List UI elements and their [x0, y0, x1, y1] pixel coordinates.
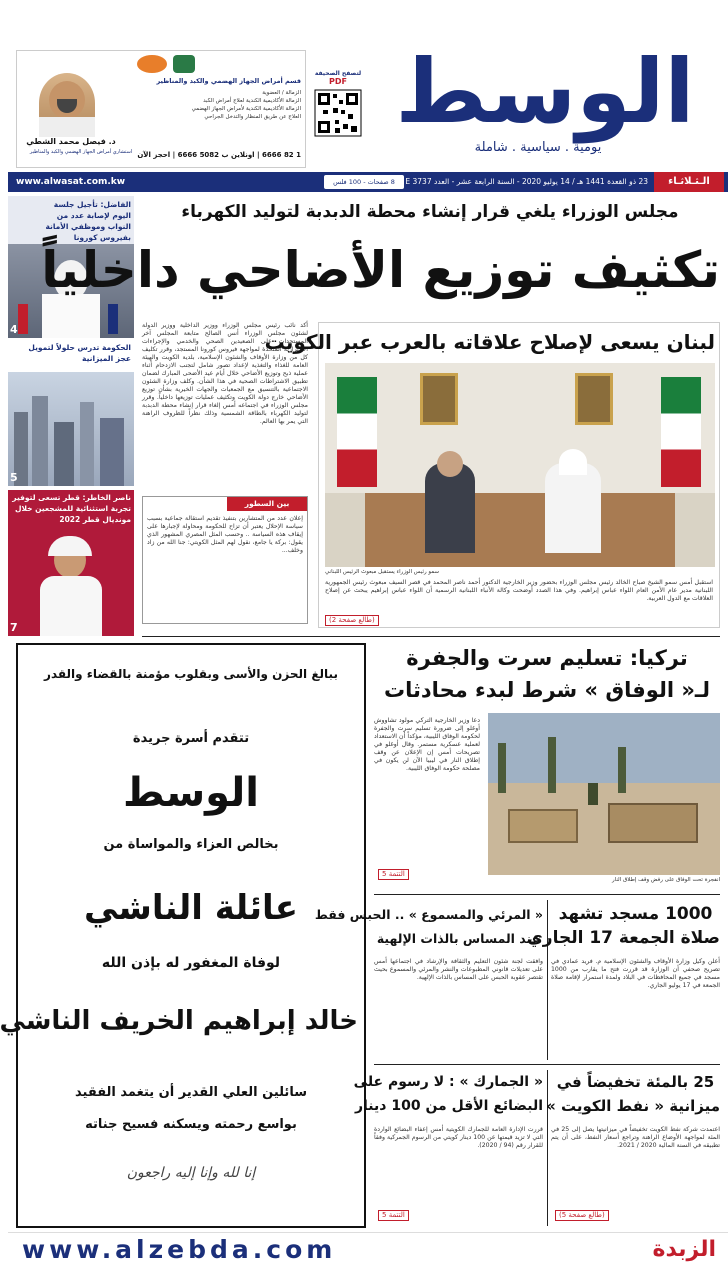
turkey-caption: انفجرة تحت الوفاق على رفض وقف إطلاق النار — [612, 877, 720, 883]
obituary-prayer-1: سائلين العلي القدير أن يتغمد الفقيد — [75, 1085, 307, 1100]
obituary-condolence: بخالص العزاء والمواساة من — [103, 837, 279, 852]
doctor-title: استشاري أمراض الجهاز الهضمي والكبد والمناظير — [29, 149, 133, 155]
customs-body: قررت الإدارة العامة للجمارك الكويتية أمس إعفاء البضائع الواردة التي لا تزيد قيمتها عن 100 دينار كويتي من الرسوم الجمركية وفقاً للقرار رقم (94 / 2020). — [374, 1126, 543, 1149]
mosques-story[interactable] — [527, 902, 720, 1058]
date-bar — [8, 172, 728, 192]
date-line: 23 ذو القعدة 1441 هـ / 14 يوليو 2020 - السنة الرابعة عشر - العدد 3737 E — [405, 177, 648, 186]
budget-headline-2: ميزانية « نفط الكويت » — [546, 1097, 720, 1115]
turkey-body: دعا وزير الخارجية التركي مولود تشاووش أوغلو إلى ضرورة تسليم سرت والجفرة لحكومة الوفاق الليبية، مؤكداً أن الاستعداد لعملية عسكرية مستمر. وقال أوغلو في تصريحات أمس إن الإعلان عن وقف إطلاق النار في ليبيا الآن لن يكون في مصلحة حكومة الوفاق الليبية. — [374, 717, 480, 772]
clinic-ad-title: قسم أمراض الجهاز الهضمي والكبد والمناظير — [156, 77, 301, 85]
obituary-name: خالد إبراهيم الخريف الناشي — [0, 1006, 358, 1036]
budget-story[interactable] — [546, 1070, 720, 1226]
obituary-verse: إنا لله وإنا إليه راجعون — [126, 1165, 256, 1181]
day-label: الـثـلاثـاء — [654, 172, 724, 192]
lead-body: أكد نائب رئيس مجلس الوزراء ووزير الداخلية ووزير الدولة لشئون مجلس الوزراء أنس الصالح متابعة المجلس آخر المستجدات على الصعيدين الصحي والخدمي والإجراءات الاحترازية المتخذة لمواجهة فيروس كورونا المستجد، وقرر تكليف كل من وزارة الأوقاف والشئون الإسلامية، بلدية الكويت والهيئة العامة للغذاء والتغذية لإعداد تصور شامل لتجنب الازدحام أثناء عملية ذبح وتوزيع الأضاحي خلال أيام عيد الأضحى المبارك لضمان تطبيق الاشتراطات الصحية في هذا الشأن. وكلف وزارة الشئون الاجتماعية بالتنسيق مع الجمعيات والجهات الخيرية بشأن توزيع الأضاحي خارج دولة الكويت وتكثيف عمليات توزيعها داخلياً. وقرر مجلس الوزراء في اجتماعه أمس إلغاء قرار إنشاء محطة الدبدبة لتوليد الكهرباء بالطاقة الشمسية وذلك نظراً للظروف الراهنة التي يمر بها العالم. — [142, 322, 308, 425]
lebanon-body: استقبل أمس سمو الشيخ صباح الخالد رئيس مجلس الوزراء بحضور وزير الخارجية الدكتور أحمد ناصر المحمد في قصر السيف مبعوث رئيس الجمهورية اللبنانية مدير عام الأمن العام اللواء عباس إبراهيم. وفي هذا الصدد أوضحت وكالة الأنباء اللبنانية الرسمية أن اللواء عباس إبراهيم يبحث عن إصلاح العلاقات مع الدول العربية. — [325, 579, 713, 602]
budget-more-link[interactable]: (طالع صفحة 5) — [555, 1210, 609, 1221]
price-label: 8 صفحات - 100 فلس — [324, 175, 404, 189]
footer-bar — [8, 1232, 728, 1265]
mosques-body: أعلن وكيل وزارة الأوقاف والشئون الإسلامية م. فريد عمادي في تصريح صحفي أن الوزارة قد قررت فتح ما يقارب من 1000 مسجد في جميع المحافظات في البلاد ولمدة استمرار لإقامة صلاة الجمعة في 17 يوليو الجاري. — [551, 958, 720, 989]
clinic-logo-icon-2 — [173, 55, 195, 73]
lebanon-photo — [325, 363, 715, 567]
turkey-photo — [488, 713, 720, 875]
teaser-title: الحكومة تدرس حلولاً لتمويل عجز الميزانية — [28, 343, 131, 363]
teaser-photo — [38, 536, 104, 636]
mosques-headline-2: صلاة الجمعة 17 الجاري — [527, 928, 720, 948]
clinic-phones[interactable]: 1 82 6666 | اونلاين ب 5082 6666 | احجز الآن — [137, 151, 301, 159]
clinic-service: الزمالة الأكاديمية الكندية لأمراض الجهاز الهضمي — [191, 106, 301, 112]
qr-code-icon[interactable] — [315, 90, 361, 136]
masthead — [8, 0, 728, 170]
column-divider — [547, 900, 548, 1060]
masthead-tagline: يومية . سياسية . شاملة — [474, 140, 602, 155]
box-body: إعلان عدد من المتشارين بتنفيذ تقديم استقالة جماعية بسبب سياسة الإحلال يعتبر أن تزاح للحكومة ومحاولة لإجبارها على إيقاف هذه السياسة .. وحسب المثل المصري المشهور الذي يقول: بركة يا جامع، نقول لهم المثل الكويتي: جنا الله من زاد وخلف... — [147, 515, 303, 554]
customs-headline-1: « الجمارك » : لا رسوم على — [353, 1074, 543, 1090]
obituary-notice — [0, 643, 366, 1228]
obituary-family: عائلة الناشي — [84, 888, 298, 928]
mosques-headline-1: 1000 مسجد تشهد — [558, 904, 713, 924]
clinic-services — [121, 89, 301, 121]
masthead-logo[interactable]: الوسط — [395, 40, 695, 143]
lebanon-caption: سمو رئيس الوزراء يستقبل مبعوث الرئيس اللبناني — [325, 569, 440, 575]
clinic-service: الزمالة الأكاديمية الكندية لعلاج أمراض الكبد — [203, 98, 301, 104]
divider — [374, 1064, 720, 1065]
pdf-box[interactable] — [313, 70, 363, 160]
censorship-headline-2: عند المساس بالذات الإلهية — [376, 931, 541, 946]
doctor-name: د. فيصل محمد الشطي — [26, 137, 116, 146]
teaser-page-number: 5 — [10, 471, 18, 484]
turkey-more-link[interactable]: التتمة 5 — [378, 869, 409, 880]
clinic-service: الزمالة / العضوية — [262, 90, 301, 96]
clinic-logo-icon — [137, 55, 167, 73]
lead-headline[interactable]: تكثيف توزيع الأضاحي داخلياً — [41, 241, 720, 299]
clinic-service: العلاج عن طريق المنظار والتدخل الجراحي — [204, 114, 301, 120]
pdf-label: لتصفح الصحيفة — [314, 70, 362, 77]
obituary-prayer-2: بواسع رحمته ويسكنه فسيح جناته — [85, 1117, 297, 1132]
divider — [374, 894, 720, 895]
budget-body: اعتمدت شركة نفط الكويت تخفيضاً في ميزانيتها يصل إلى 25 في المئة لمواجهة الأوضاع الراهنة وتراجع أسعار النفط، على أن يتم تطبيقه في السنة المالية 2020 / 2021. — [551, 1126, 720, 1149]
customs-more-link[interactable]: التتمة 5 — [378, 1210, 409, 1221]
obituary-logo: الوسط — [123, 770, 259, 816]
divider — [142, 636, 720, 637]
lebanon-headline: لبنان يسعى لإصلاح علاقاته بالعرب عبر الكويت — [264, 330, 715, 354]
censorship-story[interactable] — [314, 902, 543, 1058]
teaser-page-number: 4 — [10, 323, 18, 336]
turkey-headline-1: تركيا: تسليم سرت والجفرة — [406, 646, 688, 670]
censorship-body: وافقت لجنة شئون التعليم والثقافة والإرشاد في اجتماعها أمس على تعديلات قانوني المطبوعات والنشر والمرئي والمسموع بحيث تقتصر عقوبة الحبس على المساس بالذات الإلهية. — [374, 958, 543, 981]
doctor-avatar — [39, 73, 95, 133]
pdf-sub: PDF — [329, 77, 347, 86]
footer-url[interactable]: www.alzebda.com — [22, 1235, 337, 1264]
teaser-photo — [8, 372, 134, 486]
box-title: بين السطور — [227, 497, 307, 511]
customs-story[interactable] — [353, 1070, 543, 1226]
turkey-story[interactable] — [374, 643, 720, 888]
footer-logo[interactable]: الزبدة — [652, 1237, 716, 1262]
turkey-headline-2: لـ« الوفاق » شرط لبدء محادثات — [384, 678, 710, 702]
between-lines-box — [142, 496, 308, 624]
censorship-headline-1: « المرئي والمسموع » .. الحبس فقط — [314, 907, 543, 922]
teaser-title: ناصر الخاطر: قطر تسعى لتوفير تجربة استثنائية للمشجعين خلال مونديال قطر 2022 — [12, 493, 131, 524]
lebanon-more-link[interactable]: (طالع صفحة 2) — [325, 615, 379, 626]
teaser-qatar[interactable] — [8, 490, 134, 636]
obituary-late-label: لوفاة المغفور له بإذن الله — [101, 955, 281, 971]
teaser-title: الفاضل: تأجيل جلسة اليوم لإصابة عدد من النواب وموظفي الأمانة بفيروس كورونا — [45, 200, 131, 242]
obituary-top: ببالغ الحزن والأسى وبقلوب مؤمنة بالقضاء والقدر — [44, 667, 338, 681]
teaser-budget[interactable] — [8, 342, 134, 486]
obituary-from: تتقدم أسرة جريدة — [132, 731, 250, 746]
budget-headline-1: 25 بالمئة تخفيضاً في — [556, 1073, 715, 1091]
website-link[interactable]: www.alwasat.com.kw — [16, 177, 126, 187]
clinic-ad[interactable] — [16, 50, 306, 168]
teaser-page-number: 7 — [10, 621, 18, 634]
lead-kicker[interactable]: مجلس الوزراء يلغي قرار إنشاء محطة الدبدبة لتوليد الكهرباء — [181, 202, 679, 222]
customs-headline-2: البضائع الأقل من 100 دينار — [354, 1098, 543, 1114]
